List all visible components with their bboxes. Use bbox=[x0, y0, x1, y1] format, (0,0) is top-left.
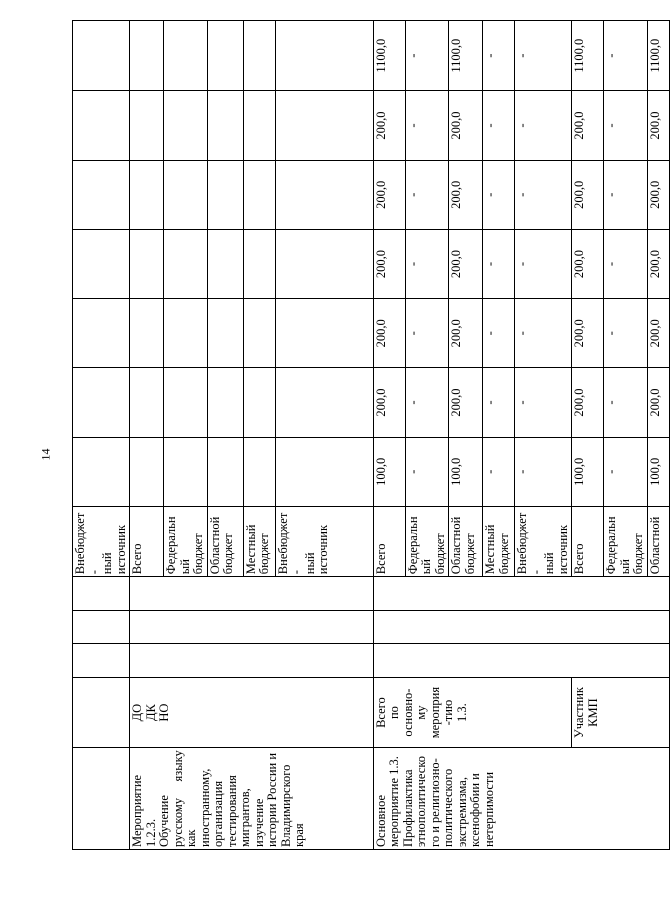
value-cell bbox=[243, 368, 275, 437]
page-number: 14 bbox=[38, 448, 53, 461]
value-cell: 1100,0 bbox=[572, 21, 604, 91]
source-label: Внебюджет- ный источник bbox=[275, 512, 330, 575]
value-cell bbox=[164, 437, 208, 506]
source-label: Федеральный бюджет bbox=[164, 516, 205, 575]
name-cell bbox=[73, 748, 130, 850]
value-cell: 200,0 bbox=[647, 368, 669, 437]
value-cell: - bbox=[515, 21, 572, 91]
value-cell: 200,0 bbox=[449, 91, 483, 160]
source-cell bbox=[405, 506, 449, 576]
value-cell bbox=[164, 91, 208, 160]
value-cell bbox=[207, 299, 243, 368]
value-cell: - bbox=[483, 21, 515, 91]
value-cell: 200,0 bbox=[572, 229, 604, 298]
value-cell bbox=[130, 91, 164, 160]
value-cell: - bbox=[515, 437, 572, 506]
executor-label: Всего по основно- му мероприя -тию 1.3. bbox=[373, 686, 469, 739]
value-cell bbox=[73, 91, 130, 160]
value-cell: 200,0 bbox=[572, 299, 604, 368]
value-cell bbox=[207, 437, 243, 506]
value-cell: 200,0 bbox=[373, 299, 405, 368]
value-cell: - bbox=[405, 368, 449, 437]
value-cell: - bbox=[483, 437, 515, 506]
value-cell bbox=[73, 229, 130, 298]
value-cell: 200,0 bbox=[449, 368, 483, 437]
table-row bbox=[73, 21, 130, 850]
source-cell bbox=[243, 506, 275, 576]
value-cell bbox=[275, 299, 373, 368]
value-cell bbox=[130, 299, 164, 368]
value-cell: 200,0 bbox=[373, 91, 405, 160]
source-label: Местный бюджет bbox=[243, 524, 271, 575]
value-cell: - bbox=[604, 368, 648, 437]
value-cell: - bbox=[483, 368, 515, 437]
table-row bbox=[373, 21, 405, 850]
value-cell: - bbox=[604, 437, 648, 506]
source-cell bbox=[449, 506, 483, 576]
value-cell: - bbox=[515, 160, 572, 229]
value-cell: - bbox=[405, 160, 449, 229]
value-cell: 200,0 bbox=[373, 160, 405, 229]
value-cell: - bbox=[604, 91, 648, 160]
value-cell: - bbox=[515, 299, 572, 368]
source-label: Областной bbox=[647, 516, 662, 575]
value-cell: - bbox=[604, 160, 648, 229]
value-cell bbox=[164, 299, 208, 368]
value-cell: 200,0 bbox=[572, 368, 604, 437]
value-cell bbox=[73, 437, 130, 506]
value-cell: 200,0 bbox=[572, 160, 604, 229]
executor-cell bbox=[373, 677, 572, 747]
value-cell bbox=[73, 21, 130, 91]
measure-name-cell bbox=[373, 748, 669, 850]
source-cell bbox=[73, 506, 130, 576]
source-cell bbox=[572, 506, 604, 576]
value-cell bbox=[243, 437, 275, 506]
budget-table bbox=[72, 20, 670, 850]
value-cell: - bbox=[483, 91, 515, 160]
value-cell: - bbox=[483, 299, 515, 368]
value-cell bbox=[73, 160, 130, 229]
value-cell: 200,0 bbox=[647, 229, 669, 298]
source-cell bbox=[515, 506, 572, 576]
source-cell bbox=[164, 506, 208, 576]
value-cell: 100,0 bbox=[373, 437, 405, 506]
source-label: Федеральный бюджет bbox=[405, 516, 447, 575]
executor-cell bbox=[572, 677, 670, 747]
value-cell bbox=[130, 21, 164, 91]
value-cell: 200,0 bbox=[449, 229, 483, 298]
executor-label: ДО ДК НО bbox=[130, 703, 171, 722]
value-cell: - bbox=[483, 229, 515, 298]
executor-label: Участник КМП bbox=[572, 687, 600, 739]
source-cell bbox=[647, 506, 669, 576]
value-cell: 100,0 bbox=[449, 437, 483, 506]
value-cell: - bbox=[483, 160, 515, 229]
source-cell bbox=[604, 506, 648, 576]
value-cell bbox=[130, 229, 164, 298]
source-label: Федеральный бюджет bbox=[604, 516, 645, 575]
source-label: Внебюджет- ный источник bbox=[73, 512, 128, 575]
value-cell: 200,0 bbox=[373, 368, 405, 437]
value-cell bbox=[130, 368, 164, 437]
source-label: Всего bbox=[373, 543, 388, 575]
value-cell: - bbox=[405, 299, 449, 368]
value-cell bbox=[207, 368, 243, 437]
value-cell bbox=[275, 229, 373, 298]
value-cell bbox=[243, 91, 275, 160]
source-label: Всего bbox=[572, 543, 586, 575]
source-label: Местный бюджет bbox=[483, 524, 511, 575]
value-cell bbox=[275, 21, 373, 91]
value-cell bbox=[130, 437, 164, 506]
value-cell bbox=[207, 91, 243, 160]
source-label: Внебюджет- ный источник bbox=[515, 512, 570, 575]
value-cell: - bbox=[405, 91, 449, 160]
value-cell: 200,0 bbox=[572, 91, 604, 160]
measure-name: Основное мероприятие 1.3. Профилактика этнополитическо го и религиозно- политического экстремизма, ксенофобии и нетерпимости bbox=[373, 755, 496, 847]
value-cell bbox=[164, 368, 208, 437]
value-cell: 200,0 bbox=[647, 160, 669, 229]
source-label: Областной бюджет bbox=[449, 516, 477, 575]
value-cell: - bbox=[515, 229, 572, 298]
value-cell: 200,0 bbox=[647, 299, 669, 368]
value-cell: 1100,0 bbox=[373, 21, 405, 91]
source-cell bbox=[483, 506, 515, 576]
value-cell: - bbox=[405, 229, 449, 298]
value-cell bbox=[275, 160, 373, 229]
value-cell bbox=[207, 160, 243, 229]
value-cell bbox=[243, 21, 275, 91]
value-cell bbox=[164, 229, 208, 298]
value-cell: - bbox=[604, 21, 648, 91]
value-cell bbox=[243, 160, 275, 229]
value-cell bbox=[275, 437, 373, 506]
value-cell bbox=[207, 21, 243, 91]
source-label: Всего bbox=[130, 543, 144, 575]
executor-cell bbox=[130, 677, 374, 747]
table-row bbox=[572, 21, 604, 850]
source-cell bbox=[373, 506, 405, 576]
value-cell bbox=[73, 299, 130, 368]
value-cell bbox=[73, 368, 130, 437]
value-cell bbox=[275, 368, 373, 437]
value-cell: 200,0 bbox=[449, 160, 483, 229]
value-cell: 100,0 bbox=[572, 437, 604, 506]
value-cell: - bbox=[405, 21, 449, 91]
measure-name-cell bbox=[130, 748, 374, 850]
value-cell bbox=[164, 21, 208, 91]
value-cell bbox=[243, 299, 275, 368]
value-cell: 200,0 bbox=[647, 91, 669, 160]
value-cell: - bbox=[515, 91, 572, 160]
value-cell: - bbox=[515, 368, 572, 437]
value-cell bbox=[207, 229, 243, 298]
value-cell: 200,0 bbox=[449, 299, 483, 368]
source-cell bbox=[130, 506, 164, 576]
value-cell: - bbox=[405, 437, 449, 506]
source-cell bbox=[275, 506, 373, 576]
executor-cell bbox=[73, 677, 130, 747]
value-cell: 200,0 bbox=[373, 229, 405, 298]
value-cell bbox=[243, 229, 275, 298]
source-label: Областной бюджет bbox=[207, 516, 235, 575]
source-cell bbox=[207, 506, 243, 576]
value-cell: - bbox=[604, 299, 648, 368]
rotated-table-container bbox=[72, 20, 662, 850]
value-cell bbox=[164, 160, 208, 229]
value-cell: 100,0 bbox=[647, 437, 669, 506]
value-cell: 1100,0 bbox=[647, 21, 669, 91]
measure-name: Мероприятие 1.2.3. Обучение русскому языку как иностранному, организация тестирования мигрантов, изучение истории России и Владимирского края bbox=[130, 750, 306, 847]
value-cell bbox=[130, 160, 164, 229]
value-cell: 1100,0 bbox=[449, 21, 483, 91]
value-cell bbox=[275, 91, 373, 160]
table-row bbox=[130, 21, 164, 850]
value-cell: - bbox=[604, 229, 648, 298]
